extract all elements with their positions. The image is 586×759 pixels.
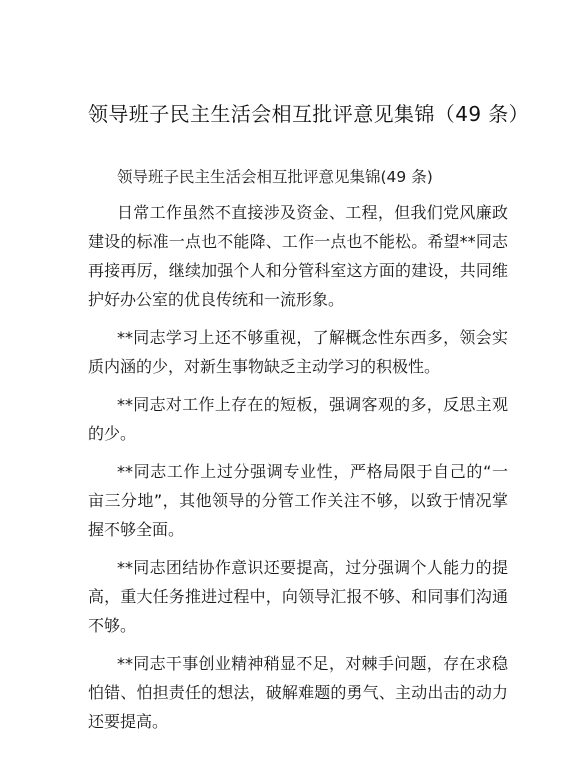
document-subtitle: 领导班子民主生活会相互批评意见集锦(49 条): [117, 168, 433, 186]
paragraph-2: **同志学习上还不够重视，了解概念性东西多，领会实质内涵的少，对新生事物缺乏主动学习的积极性。: [88, 328, 508, 376]
paragraph-3: **同志对工作上存在的短板，强调客观的多，反思主观的少。: [88, 395, 508, 443]
paragraph-1: 日常工作虽然不直接涉及资金、工程，但我们党风廉政建设的标准一点也不能降、工作一点也不能松。希望**同志再接再厉，继续加强个人和分管科室这方面的建设，共同维护好办公室的优良传统和一流形象。: [88, 203, 508, 309]
document-title: 领导班子民主生活会相互批评意见集锦（49 条）: [88, 102, 530, 126]
paragraph-5: **同志团结协作意识还要提高，过分强调个人能力的提高，重大任务推进过程中，向领导汇报不够、和同事们沟通不够。: [88, 558, 508, 635]
paragraph-6: **同志干事创业精神稍显不足，对棘手问题，存在求稳怕错、怕担责任的想法，破解难题的勇气、主动出击的动力还要提高。: [88, 654, 508, 731]
paragraph-4: **同志工作上过分强调专业性，严格局限于自己的“一亩三分地”，其他领导的分管工作关注不够，以致于情况掌握不够全面。: [88, 462, 508, 539]
document-body: [88, 198, 508, 745]
